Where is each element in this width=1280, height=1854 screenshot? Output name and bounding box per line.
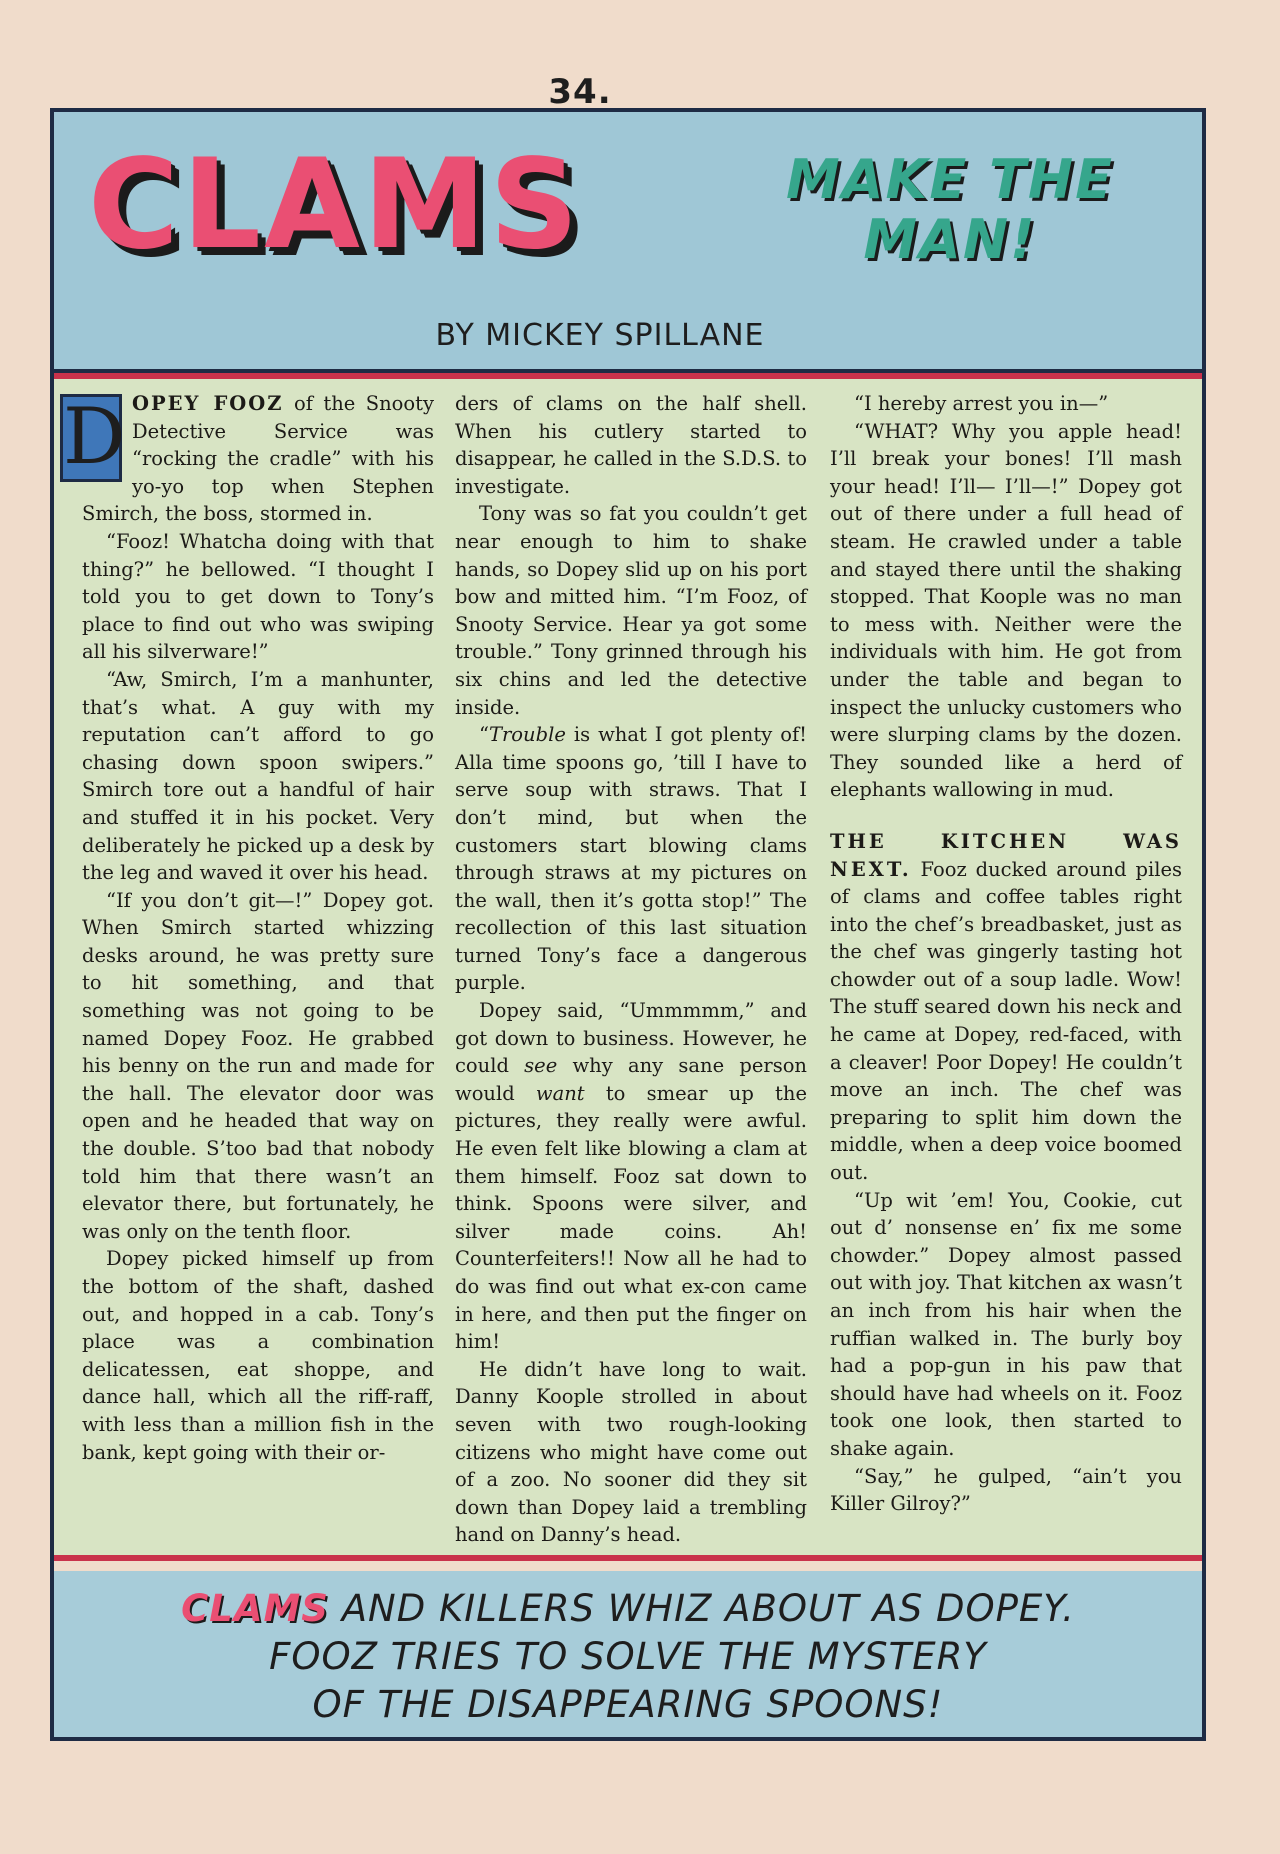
paragraph: He didn’t have long to wait. Danny Koople strolled in about seven with two rough-looking citizens who might have come out of a zoo. No sooner did they sit down than Dopey laid a trembling hand on Danny’s head. <box>455 1357 807 1547</box>
page-number: 34. <box>548 72 612 112</box>
paragraph-text: of the Snooty Detective Service was “rocking the cradle” with his yo-yo top when Stephen Smirch, the boss, stormed in. <box>82 392 434 526</box>
paragraph: Tony was so fat you couldn’t get near enough to him to shake hands, so Dopey slid up on his port bow and mitted him. “I’m Fooz, of Snooty Service. Hear ya got some trouble.” Tony grinned through his six chins and led the detective inside. <box>455 502 807 719</box>
paragraph: “Aw, Smirch, I’m a manhunter, that’s what. A guy with my reputation can’t afford to go chasing down spoon swipers.” Smirch tore out a handful of hair and stuffed it in his pocket. Very deliberately he picked up a desk by the leg and waved it over his head. <box>82 667 434 885</box>
teaser-line-3: OF THE DISAPPEARING SPOONS! <box>312 1683 944 1726</box>
story-title: CLAMS <box>88 133 582 277</box>
paragraph-text: is what I got plenty of! Alla time spoons go, ’till I have to serve soup with straws. That I don’t mind, but when the customers start blowing clams through straws at my pictures on the wall, then it’s gotta stop!” The recollection of this last situation turned Tony’s face a dangerous purple. <box>455 723 807 995</box>
paragraph: Dopey picked himself up from the bottom of the shaft, dashed out, and hopped in a cab. Tony’s place was a combination delicatessen, eat shoppe, and dance hall, which all the riff-raff, with less than a million fish in the bank, kept going with their or- <box>82 1247 434 1464</box>
drop-cap: D <box>60 394 122 482</box>
italic-word: see <box>524 1054 558 1078</box>
italic-word: Trouble <box>488 723 566 747</box>
paragraph: “Say,” he gulped, “ain’t you Killer Gilroy?” <box>830 1464 1182 1516</box>
teaser-clams-word: CLAMS <box>181 1587 329 1630</box>
page-frame <box>50 108 1206 1741</box>
opening-caps: OPEY FOOZ <box>132 392 284 415</box>
subtitle-line-2: MAN! <box>863 208 1037 271</box>
paragraph-text: Fooz ducked around piles of clams and coffee tables right into the chef’s breadbasket, just as the chef was gingerly tasting hot chowder out of a soup ladle. Wow! The stuff seared down his neck and he came at Dopey, red-faced, with a cleaver! Poor Dopey! He couldn’t move an inch. The chef was preparing to split him down the middle, when a deep voice boomed out. <box>830 857 1182 1185</box>
teaser-line-2: FOOZ TRIES TO SOLVE THE MYSTERY <box>269 1635 987 1678</box>
italic-word: want <box>535 1081 585 1105</box>
paragraph: “I hereby arrest you in—” <box>854 392 1109 415</box>
teaser-line-1-text: AND KILLERS WHIZ ABOUT AS DOPEY. <box>328 1587 1075 1630</box>
paragraph: “If you don’t git—!” Dopey got. When Smirch started whizzing desks around, he was pretty sure to hit something, and that something was not going to be named Dopey Fooz. He grabbed his benny on the run and made for the hall. The elevator door was open and he headed that way on the double. S’too bad that nobody told him that there wasn’t an elevator there, but fortunately, he was only on the tenth floor. <box>82 888 434 1243</box>
paragraph: “Fooz! Whatcha doing with that thing?” he bellowed. “I thought I told you to get down to Tony’s place to find out who was swiping all his silverware!” <box>82 529 434 664</box>
paragraph-text: Dopey said, “Ummmmm,” and got down to business. However, he could <box>455 999 807 1078</box>
paragraph: “Trouble is what I got plenty of! Alla time spoons go, ’till I have to serve soup with straws. That I don’t mind, but when the customers start blowing clams through straws at my pictures on the wall, then it’s gotta stop!” The recollection of this last situation turned Tony’s face a dangerous purple. <box>455 723 807 995</box>
paragraph-text: why any sane person would <box>455 1054 807 1105</box>
paragraph: “WHAT? Why you apple head! I’ll break your bones! I’ll mash your head! I’ll— I’ll—!” Dopey got out of there under a full head of steam. He crawled under a table and stayed there until the shaking stopped. That Koople was no man to mess with. Neither were the individuals with him. He got from under the table and began to inspect the unlucky customers who were slurping clams by the dozen. They sounded like a herd of elephants wallowing in mud. <box>830 419 1182 802</box>
paragraph-text: to smear up the pictures, they really were awful. He even felt like blowing a clam at them himself. Fooz sat down to think. Spoons were silver, and silver made coins. Ah! Counterfeiters!! Now all he had to do was find out what ex-con came in here, and then put the finger on him! <box>455 1081 807 1354</box>
paragraph: ders of clams on the half shell. When his cutlery started to disappear, he called in the S.D.S. to investigate. <box>455 392 807 498</box>
byline: BY MICKEY SPILLANE <box>435 318 765 353</box>
paragraph: “Up wit ’em! You, Cookie, cut out d’ nonsense en’ fix me some chowder.” Dopey almost passed out with joy. That kitchen ax wasn’t an inch from his hair when the ruffian walked in. The burly boy had a pop-gun in his paw that should have had wheels on it. Fooz took one look, then started to shake again. <box>830 1188 1182 1460</box>
subtitle-line-1: MAKE THE <box>786 148 1114 211</box>
section-caps: THE KITCHEN WAS NEXT. <box>830 829 1182 881</box>
